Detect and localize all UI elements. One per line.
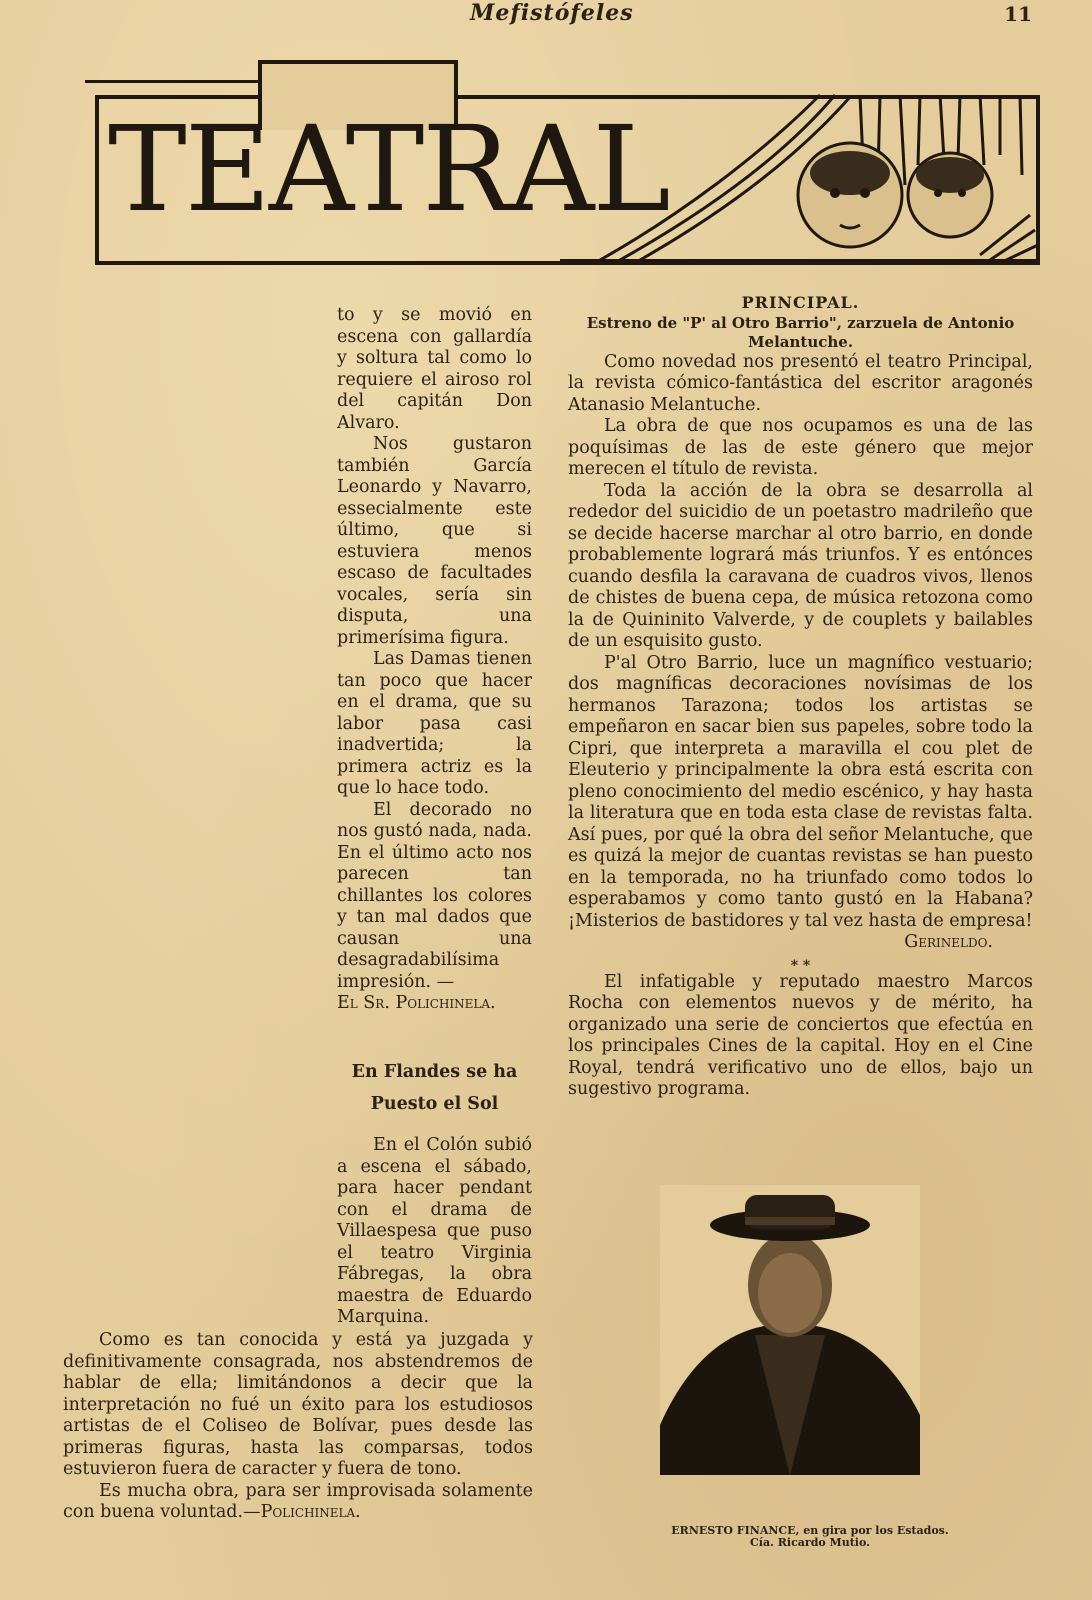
paragraph: P'al Otro Barrio, luce un magnífico vestuario; dos magníficas decoraciones novísimas de los hermanos Tarazona; todos los artistas se empeñaron en sacar bien sus papeles, sobre todo la Cipri, que interpreta a maravilla el cou plet de Eleuterio y principalmente la obra está escrita con pleno conocimiento del medio escénico, y hay hasta la literatura que en toda esta clase de revistas falta. Así pues, por qué la obra del señor Melantuche, que es quizá la mejor de cuantas revistas se han puesto en la temporada, no ha triunfado como todos lo esperabamos y como tanto gustó en la Habana? ¡Misterios de bastidores y tal vez hasta de empresa! bbox=[568, 652, 1033, 931]
paragraph: El infatigable y reputado maestro Marcos Rocha con elementos nuevos y de mérito, ha organizado una serie de conciertos que efectúa en los principales Cines de la capital. Hoy en el Cine Royal, tendrá verificativo uno de ellos, bajo un sugestivo programa. bbox=[568, 971, 1033, 1099]
section-intro bbox=[337, 1135, 532, 1329]
paragraph: La obra de que nos ocupamos es una de las poquísimas de las de este género que mejor merecen el título de revista. bbox=[568, 416, 1033, 479]
portrait-man-in-hat bbox=[660, 1185, 920, 1475]
caption-line-2: Cía. Ricardo Mutio. bbox=[750, 1536, 870, 1549]
banner-title: TEATRAL bbox=[108, 100, 669, 238]
section-title-line-2: Puesto el Sol bbox=[370, 1094, 499, 1114]
left-column-upper bbox=[337, 305, 532, 1015]
section-title-line-1: En Flandes se ha bbox=[351, 1062, 518, 1082]
paragraph: Las Damas tienen tan poco que hacer en el drama, que su labor pasa casi inadvertida; la primera actriz es la que lo hace todo. bbox=[337, 649, 532, 798]
caption-line-1: ERNESTO FINANCE, en gira por los Estados. bbox=[671, 1524, 949, 1537]
portrait-photo bbox=[660, 1185, 920, 1475]
paragraph: Toda la acción de la obra se desarrolla al rededor del suicidio de un poetastro madrileño que se decide hacerse marchar al otro barrio, en donde probablemente logrará más triunfos. Y es entónces cuando desfila la caravana de cuadros vivos, llenos de chistes de buena cepa, de música retozona como la de Quininito Valverde, y de couplets y bailables de un esquisito gusto. bbox=[568, 480, 1033, 651]
signature: Gerineldo. bbox=[904, 932, 993, 952]
theater-curtain-illustration bbox=[560, 65, 1040, 265]
photo-caption bbox=[600, 1525, 1020, 1549]
paragraph-text: Es mucha obra, para ser improvisada solamente con buena voluntad.— bbox=[63, 1480, 533, 1522]
left-column-lower bbox=[63, 1330, 533, 1524]
signature: El Sr. Polichinela. bbox=[337, 993, 496, 1013]
paragraph: Nos gustaron también García Leonardo y Navarro, essecialmente este último, que si estuviera menos escaso de facultades vocales, sería sin disputa, una primerísima figura. bbox=[337, 434, 532, 648]
paragraph: to y se movió en escena con gallardía y soltura tal como lo requiere el airoso rol del capitán Don Alvaro. bbox=[337, 305, 532, 433]
separator: * * bbox=[790, 957, 811, 974]
signature: Polichinela. bbox=[260, 1502, 361, 1522]
paragraph: Como es tan conocida y está ya juzgada y definitivamente consagrada, nos abstendremos de hablar de ella; limitándonos a decir que la interpretación no fué un éxito para los estudiosos artistas de el Coliseo de Bolívar, pues desde las primeras figuras, hasta las comparsas, todos estuvieron fuera de caracter y fuera de tono. bbox=[63, 1330, 533, 1479]
running-title: Mefistófeles bbox=[470, 0, 634, 26]
section-subheading: Estreno de "P' al Otro Barrio", zarzuela de Antonio Melantuche. bbox=[586, 313, 1015, 351]
paragraph: Como novedad nos presentó el teatro Principal, la revista cómico-fantástica del escritor aragonés Atanasio Melantuche. bbox=[568, 351, 1033, 415]
paragraph: En el Colón subió a escena el sábado, para hacer pendant con el drama de Villaespesa que puso el teatro Virginia Fábregas, la obra maestra de Eduardo Marquina. bbox=[337, 1135, 532, 1327]
paragraph bbox=[63, 1481, 533, 1524]
section-heading: PRINCIPAL. bbox=[741, 293, 860, 312]
page-number: 11 bbox=[1004, 2, 1032, 26]
right-column bbox=[568, 292, 1033, 1101]
paragraph: El decorado no nos gustó nada, nada. En el último acto nos parecen tan chillantes los colores y tan mal dados que causan una desagradabilísima impresión. — bbox=[337, 799, 532, 992]
banner-rule bbox=[85, 80, 265, 83]
